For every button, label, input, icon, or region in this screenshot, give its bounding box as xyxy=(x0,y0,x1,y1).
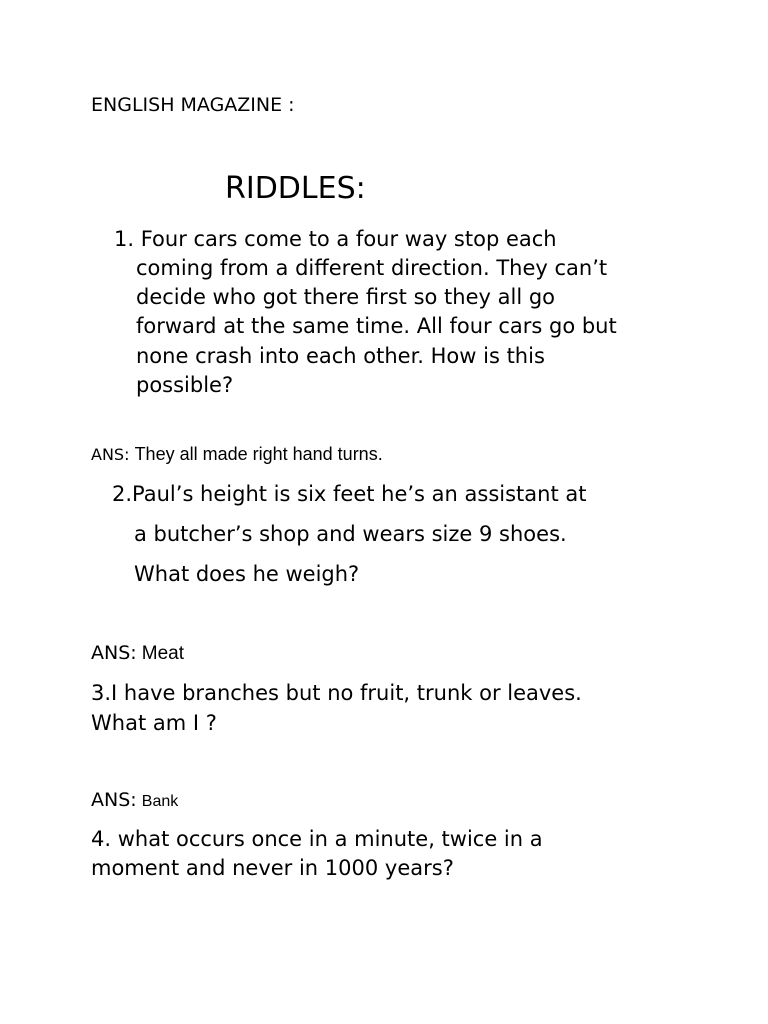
riddle-2-line-2: a butcher’s shop and wears size 9 shoes. xyxy=(134,522,567,546)
riddle-3-line-1: 3.I have branches but no fruit, trunk or leaves. xyxy=(91,681,582,705)
riddle-1-line-4: forward at the same time. All four cars go but xyxy=(136,314,617,338)
answer-text: They all made right hand turns. xyxy=(134,444,383,464)
answer-label: ANS: xyxy=(91,789,137,811)
riddles-title: RIDDLES: xyxy=(225,171,366,206)
answer-label: ANS: xyxy=(91,445,130,464)
answer-text: Bank xyxy=(141,793,179,810)
riddle-2-answer xyxy=(91,644,184,663)
riddle-1-line-2: coming from a different direction. They can’t xyxy=(136,256,608,280)
riddle-4-line-1: 4. what occurs once in a minute, twice in a xyxy=(91,827,543,851)
riddle-1-line-3: decide who got there first so they all go xyxy=(136,285,556,309)
riddle-3-line-2: What am I ? xyxy=(91,711,217,735)
riddle-3-answer xyxy=(91,791,178,810)
answer-text: Meat xyxy=(141,643,185,664)
riddle-1-line-5: none crash into each other. How is this xyxy=(136,344,545,368)
magazine-heading: ENGLISH MAGAZINE : xyxy=(91,94,295,116)
riddle-1-line-6: possible? xyxy=(136,373,234,397)
riddle-2-line-3: What does he weigh? xyxy=(134,562,360,586)
riddle-1-answer xyxy=(91,445,383,463)
riddle-1-line-1: 1. Four cars come to a four way stop each xyxy=(114,227,557,251)
answer-label: ANS: xyxy=(91,642,137,664)
riddle-4-line-2: moment and never in 1000 years? xyxy=(91,856,454,880)
riddle-2-line-1: 2.Paul’s height is six feet he’s an assistant at xyxy=(112,482,587,506)
